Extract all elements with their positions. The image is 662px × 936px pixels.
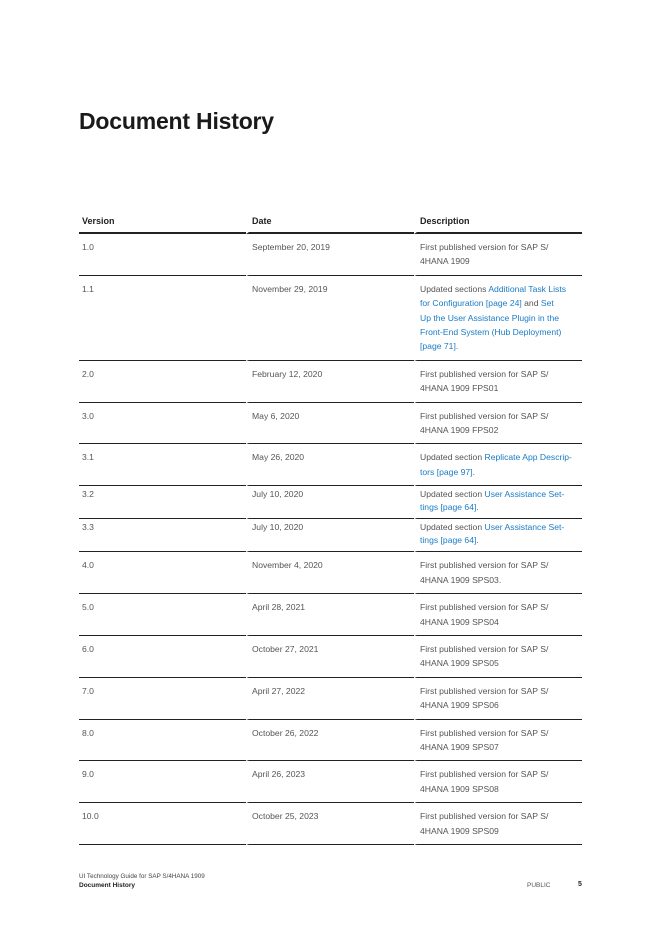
cell-version: 9.0 <box>79 761 246 803</box>
cell-description <box>414 361 582 403</box>
cell-version: 3.0 <box>79 403 246 445</box>
cell-date: November 29, 2019 <box>246 276 414 361</box>
cell-version: 4.0 <box>79 552 246 594</box>
cross-reference-link[interactable]: Set Up the User Assistance Plugin in the Front-End System (Hub Deployment) [page 71] <box>420 298 562 352</box>
table-row <box>79 594 582 636</box>
table-row <box>79 444 582 486</box>
cell-date: May 26, 2020 <box>246 444 414 486</box>
table-row <box>79 803 582 845</box>
description-text: . <box>476 535 479 546</box>
cell-version: 3.2 <box>79 486 246 519</box>
table-header-row <box>79 213 582 234</box>
cross-reference-link[interactable]: User Assistance Set- tings [page 64] <box>420 489 565 513</box>
description-text: Updated section <box>420 522 485 533</box>
description-text: . <box>472 466 475 477</box>
cell-description <box>414 761 582 803</box>
description-text: . <box>476 502 479 513</box>
footer-page-number: 5 <box>578 881 582 888</box>
description-text: . <box>455 341 459 352</box>
description-text: First published version for SAP S/ 4HANA 1909 FPS01 <box>420 368 549 394</box>
description-text: First published version for SAP S/ 4HANA 1909 <box>420 242 549 267</box>
header-version: Version <box>79 213 246 234</box>
cell-version: 3.3 <box>79 519 246 552</box>
cell-description <box>414 803 582 845</box>
cell-description <box>414 276 582 361</box>
cell-description <box>414 552 582 594</box>
description-text: Updated sections <box>420 283 489 294</box>
cell-description <box>414 594 582 636</box>
cell-description <box>414 486 582 519</box>
cell-version: 2.0 <box>79 361 246 403</box>
cell-date: April 27, 2022 <box>246 678 414 720</box>
cell-date: April 28, 2021 <box>246 594 414 636</box>
cell-date: May 6, 2020 <box>246 403 414 445</box>
description-text: and <box>521 298 541 309</box>
description-text: First published version for SAP S/ 4HANA 1909 SPS09 <box>420 811 549 836</box>
cell-version: 10.0 <box>79 803 246 845</box>
cell-description <box>414 444 582 486</box>
cell-version: 1.0 <box>79 234 246 276</box>
cell-version: 8.0 <box>79 720 246 762</box>
cross-reference-link[interactable]: Additional Task Lists for Configuration [page 24] <box>420 283 567 309</box>
table-row <box>79 276 582 361</box>
table-row <box>79 234 582 276</box>
header-date: Date <box>246 213 414 234</box>
cross-reference-link[interactable]: Replicate App Descrip- tors [page 97] <box>420 452 572 477</box>
cell-date: October 27, 2021 <box>246 636 414 678</box>
cell-description <box>414 403 582 445</box>
footer-section-title: Document History <box>79 882 135 889</box>
description-text: First published version for SAP S/ 4HANA 1909 SPS06 <box>420 685 549 711</box>
page-title: Document History <box>79 108 274 134</box>
cell-version: 5.0 <box>79 594 246 636</box>
document-history-table <box>79 213 582 845</box>
cell-date: July 10, 2020 <box>246 486 414 519</box>
table-row <box>79 720 582 762</box>
table-row <box>79 678 582 720</box>
table-row <box>79 761 582 803</box>
description-text: Updated section <box>420 452 485 463</box>
cell-date: April 26, 2023 <box>246 761 414 803</box>
description-text: First published version for SAP S/ 4HANA 1909 SPS07 <box>420 727 549 752</box>
cell-version: 1.1 <box>79 276 246 361</box>
cell-date: July 10, 2020 <box>246 519 414 552</box>
table-row <box>79 361 582 403</box>
footer-doc-title: UI Technology Guide for SAP S/4HANA 1909 <box>79 873 205 880</box>
description-text: First published version for SAP S/ 4HANA 1909 FPS02 <box>420 410 549 436</box>
cell-date: November 4, 2020 <box>246 552 414 594</box>
description-text: First published version for SAP S/ 4HANA 1909 SPS08 <box>420 769 549 794</box>
description-text: First published version for SAP S/ 4HANA 1909 SPS04 <box>420 602 549 627</box>
cell-version: 6.0 <box>79 636 246 678</box>
table-row <box>79 519 582 552</box>
table-row <box>79 486 582 519</box>
cell-version: 7.0 <box>79 678 246 720</box>
table-row <box>79 636 582 678</box>
table-row <box>79 552 582 594</box>
description-text: Updated section <box>420 489 485 500</box>
footer-classification: PUBLIC <box>527 882 551 889</box>
cell-date: September 20, 2019 <box>246 234 414 276</box>
header-description: Description <box>414 213 582 234</box>
cell-description <box>414 234 582 276</box>
cell-date: February 12, 2020 <box>246 361 414 403</box>
description-text: First published version for SAP S/ 4HANA 1909 SPS05 <box>420 643 549 669</box>
cross-reference-link[interactable]: User Assistance Set- tings [page 64] <box>420 522 565 546</box>
cell-date: October 26, 2022 <box>246 720 414 762</box>
cell-description <box>414 678 582 720</box>
cell-version: 3.1 <box>79 444 246 486</box>
cell-date: October 25, 2023 <box>246 803 414 845</box>
cell-description <box>414 720 582 762</box>
cell-description <box>414 519 582 552</box>
cell-description <box>414 636 582 678</box>
table-row <box>79 403 582 445</box>
description-text: First published version for SAP S/ 4HANA 1909 SPS03. <box>420 560 549 585</box>
